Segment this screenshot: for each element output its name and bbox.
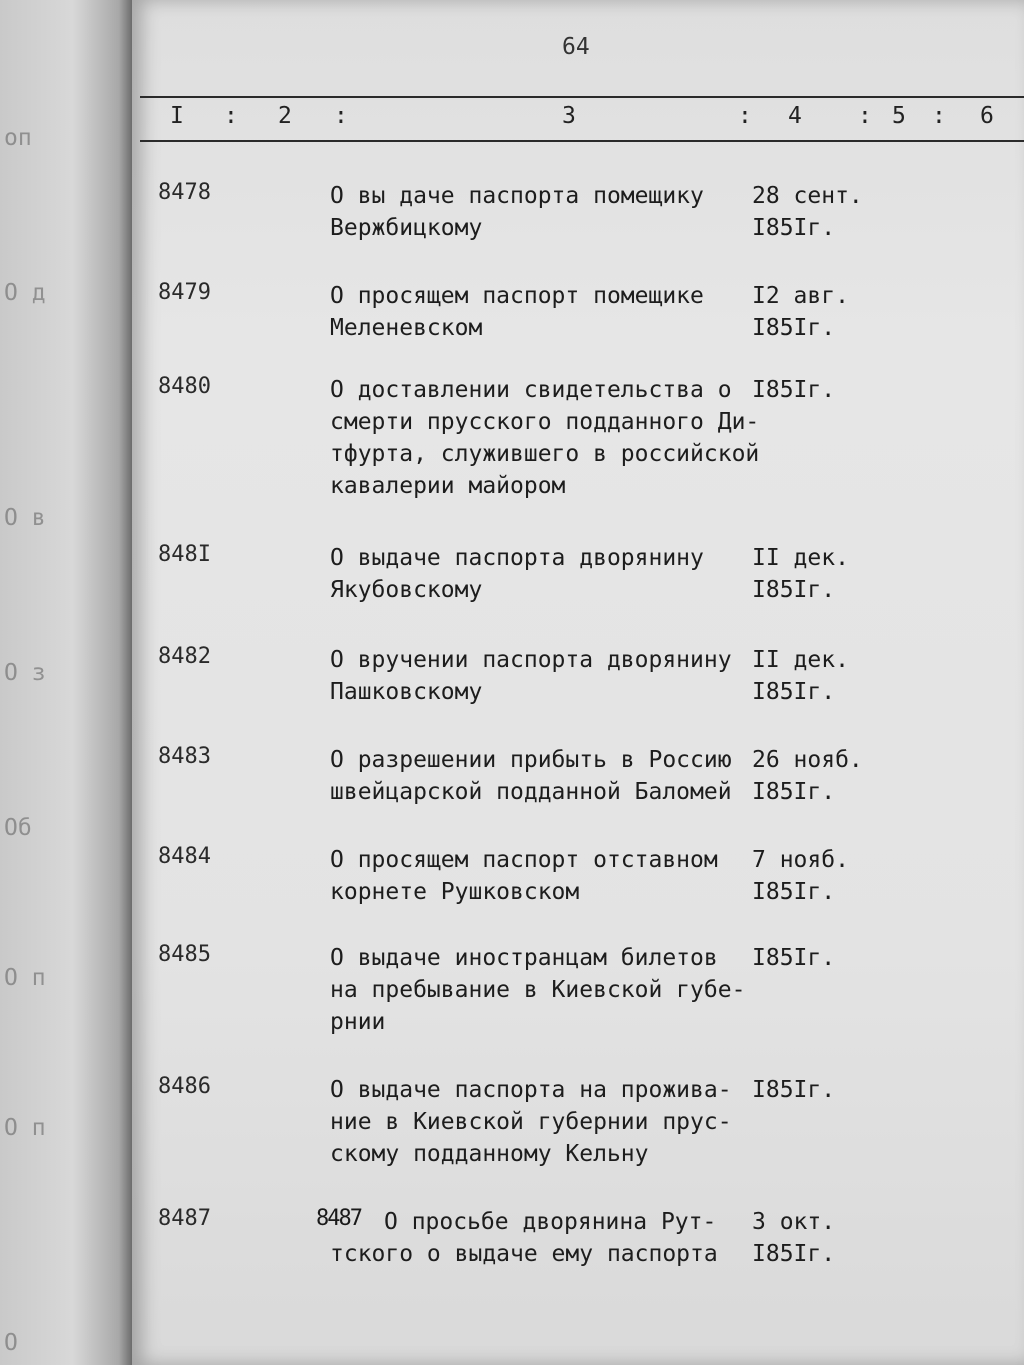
left-page-edge bbox=[0, 0, 132, 1365]
entry-title-line: О выдаче паспорта на прожива- bbox=[330, 1077, 732, 1103]
entry-date bbox=[752, 942, 835, 974]
column-header: 3 bbox=[562, 103, 576, 129]
entry-title-line: рнии bbox=[330, 1009, 386, 1035]
entry-title-line: швейцарской подданной Баломей bbox=[330, 779, 732, 805]
entry-date-line: I85Iг. bbox=[752, 215, 836, 241]
entry-title bbox=[330, 1074, 760, 1170]
entry-date-line: II дек. bbox=[752, 545, 849, 571]
entry-date-line: I85Iг. bbox=[752, 577, 836, 603]
entry-title-line: О выдаче иностранцам билетов bbox=[330, 945, 718, 971]
column-separator: : bbox=[738, 103, 752, 129]
entry-number: 8479 bbox=[158, 280, 211, 305]
left-page-fragment: О з bbox=[4, 660, 46, 686]
entry-title-line: Вержбицкому bbox=[330, 215, 483, 241]
entry-title-line: кавалерии майором bbox=[330, 473, 566, 499]
entry-title bbox=[330, 180, 760, 244]
entry-date-line: II дек. bbox=[752, 647, 849, 673]
page-number: 64 bbox=[562, 34, 590, 60]
column-separator: : bbox=[858, 103, 872, 129]
entry-date bbox=[752, 542, 849, 606]
left-page-fragment: О bbox=[4, 1330, 18, 1356]
entry-number: 8480 bbox=[158, 374, 211, 399]
left-page-fragment: О в bbox=[4, 505, 46, 531]
entry-date-line: I85Iг. bbox=[752, 779, 836, 805]
column-separator: : bbox=[932, 103, 946, 129]
entry-title-line: ние в Киевской губернии прус- bbox=[330, 1109, 732, 1135]
entry-title-line: О выдаче паспорта дворянину bbox=[330, 545, 704, 571]
entry-date-line: 7 нояб. bbox=[752, 847, 849, 873]
entry-number: 8485 bbox=[158, 942, 211, 967]
entry-date-line: I85Iг. bbox=[752, 945, 836, 971]
left-page-fragment: оп bbox=[4, 125, 32, 151]
entry-date bbox=[752, 1206, 835, 1270]
entry-date bbox=[752, 844, 849, 908]
entry-title-line: О вы даче паспорта помещику bbox=[330, 183, 704, 209]
entry-date-line: 28 сент. bbox=[752, 183, 863, 209]
entry-title-line: на пребывание в Киевской губе- bbox=[330, 977, 746, 1003]
entry-date-line: 3 окт. bbox=[752, 1209, 836, 1235]
entry-date-line: I85Iг. bbox=[752, 1077, 836, 1103]
entry-date-line: I85Iг. bbox=[752, 315, 836, 341]
left-page-fragment: Об bbox=[4, 815, 32, 841]
entry-number: 8482 bbox=[158, 644, 211, 669]
left-page-fragment: О д bbox=[4, 280, 46, 306]
entry-date bbox=[752, 644, 849, 708]
entry-title-line: О просящем паспорт отставном bbox=[330, 847, 718, 873]
entry-date-line: I85Iг. bbox=[752, 377, 836, 403]
entry-title-line: О вручении паспорта дворянину bbox=[330, 647, 732, 673]
entry-number: 8483 bbox=[158, 744, 211, 769]
entry-title-line: корнете Рушковском bbox=[330, 879, 580, 905]
entry-title-line: О просящем паспорт помещике bbox=[330, 283, 704, 309]
entry-date-line: I85Iг. bbox=[752, 879, 836, 905]
entry-title bbox=[330, 644, 760, 708]
column-header: I bbox=[170, 103, 184, 129]
entry-title-line: тфурта, служившего в российской bbox=[330, 441, 760, 467]
column-separator: : bbox=[224, 103, 238, 129]
entry-date bbox=[752, 180, 863, 244]
entry-title bbox=[330, 744, 760, 808]
entry-title-line: О разрешении прибыть в Россию bbox=[330, 747, 732, 773]
column-header: 5 bbox=[892, 103, 906, 129]
entry-title-line: Якубовскому bbox=[330, 577, 483, 603]
entry-date bbox=[752, 280, 849, 344]
entry-number: 8478 bbox=[158, 180, 211, 205]
entry-title bbox=[330, 942, 760, 1038]
entry-number: 8484 bbox=[158, 844, 211, 869]
entry-title-line: тского о выдаче ему паспорта bbox=[330, 1241, 718, 1267]
entry-title bbox=[330, 280, 760, 344]
document-page bbox=[132, 0, 1024, 1365]
entry-date bbox=[752, 374, 835, 406]
column-separator: : bbox=[334, 103, 348, 129]
overtyped-number: 8487 bbox=[316, 1206, 361, 1231]
entry-date bbox=[752, 744, 863, 808]
entry-title-line: Меленевском bbox=[330, 315, 483, 341]
entry-number: 8487 bbox=[158, 1206, 211, 1231]
entry-date-line: I2 авг. bbox=[752, 283, 849, 309]
entry-date-line: I85Iг. bbox=[752, 679, 836, 705]
entry-title bbox=[330, 542, 760, 606]
column-header: 2 bbox=[278, 103, 292, 129]
header-bottom-rule bbox=[140, 140, 1024, 142]
entry-date-line: 26 нояб. bbox=[752, 747, 863, 773]
entry-title-line: скому подданному Кельну bbox=[330, 1141, 649, 1167]
entry-title bbox=[330, 374, 760, 502]
entry-title-line: О просьбе дворянина Рут- bbox=[384, 1209, 717, 1235]
entry-date bbox=[752, 1074, 835, 1106]
entry-title-line: смерти прусского подданного Ди- bbox=[330, 409, 760, 435]
left-page-fragment: О п bbox=[4, 1115, 46, 1141]
entry-title-line: Пашковскому bbox=[330, 679, 483, 705]
entry-date-line: I85Iг. bbox=[752, 1241, 836, 1267]
column-header: 6 bbox=[980, 103, 994, 129]
entry-number: 8486 bbox=[158, 1074, 211, 1099]
column-header: 4 bbox=[788, 103, 802, 129]
header-top-rule bbox=[140, 96, 1024, 98]
left-page-fragment: О п bbox=[4, 965, 46, 991]
entry-title-line: О доставлении свидетельства о bbox=[330, 377, 732, 403]
entry-title bbox=[330, 844, 760, 908]
entry-number: 848I bbox=[158, 542, 211, 567]
